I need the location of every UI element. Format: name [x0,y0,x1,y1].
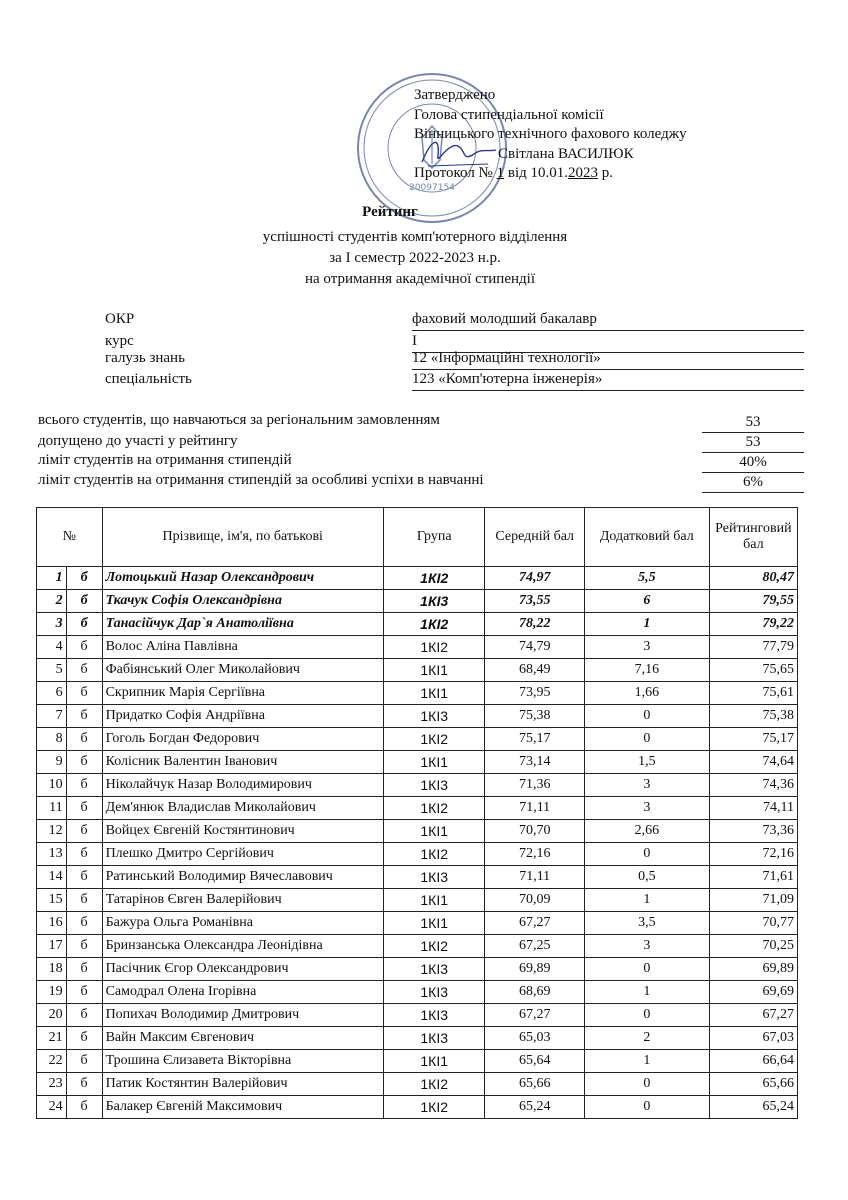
table-row [37,1050,798,1073]
row-extra: 0 [584,1004,709,1027]
header-avg: Середній бал [485,508,584,567]
row-name: Войцех Євгеній Костянтинович [102,820,383,843]
meta-value-okr: фаховий молодший бакалавр [412,311,804,331]
row-rating: 69,69 [709,981,797,1004]
row-number: 14 [37,866,67,889]
row-rating: 66,64 [709,1050,797,1073]
row-avg: 73,14 [485,751,584,774]
row-extra: 3 [584,636,709,659]
row-name: Ткачук Софія Олександрівна [102,590,383,613]
meta-label-course: курс [105,333,134,349]
row-name: Колісник Валентин Іванович [102,751,383,774]
row-form: б [66,1027,102,1050]
row-number: 16 [37,912,67,935]
row-extra: 0 [584,958,709,981]
row-group: 1КІ2 [383,567,485,590]
row-form: б [66,774,102,797]
table-row [37,958,798,981]
table-row [37,889,798,912]
row-avg: 65,64 [485,1050,584,1073]
approval-signer: Світлана ВАСИЛЮК [498,145,634,162]
row-avg: 68,69 [485,981,584,1004]
row-form: б [66,567,102,590]
row-name: Лотоцький Назар Олександрович [102,567,383,590]
row-group: 1КІ3 [383,866,485,889]
row-rating: 69,89 [709,958,797,981]
row-name: Волос Аліна Павлівна [102,636,383,659]
row-name: Пасічник Єгор Олександрович [102,958,383,981]
row-name: Плешко Дмитро Сергійович [102,843,383,866]
row-extra: 1 [584,1050,709,1073]
row-extra: 2 [584,1027,709,1050]
row-group: 1КІ3 [383,1027,485,1050]
row-form: б [66,889,102,912]
row-rating: 79,55 [709,590,797,613]
row-group: 1КІ2 [383,613,485,636]
header-group: Група [383,508,485,567]
row-form: б [66,613,102,636]
row-name: Балакер Євгеній Максимович [102,1096,383,1119]
table-row [37,590,798,613]
table-header-row [37,508,798,567]
row-avg: 78,22 [485,613,584,636]
row-avg: 71,36 [485,774,584,797]
stat-value-total: 53 [702,414,804,433]
row-avg: 65,66 [485,1073,584,1096]
row-rating: 67,03 [709,1027,797,1050]
row-form: б [66,728,102,751]
row-extra: 2,66 [584,820,709,843]
row-avg: 68,49 [485,659,584,682]
row-group: 1КІ1 [383,1050,485,1073]
row-group: 1КІ2 [383,843,485,866]
row-extra: 3 [584,774,709,797]
row-form: б [66,981,102,1004]
header-rating: Рейтинговий бал [709,508,797,567]
row-avg: 70,09 [485,889,584,912]
rating-table [36,507,798,1119]
row-rating: 80,47 [709,567,797,590]
stat-value-limit: 40% [702,454,804,473]
row-form: б [66,636,102,659]
table-row [37,981,798,1004]
row-extra: 0 [584,843,709,866]
row-avg: 69,89 [485,958,584,981]
row-group: 1КІ1 [383,751,485,774]
document-title: Рейтинг [362,204,418,220]
row-form: б [66,682,102,705]
row-number: 10 [37,774,67,797]
table-row [37,705,798,728]
table-row [37,774,798,797]
row-group: 1КІ2 [383,1073,485,1096]
row-rating: 79,22 [709,613,797,636]
row-extra: 1 [584,981,709,1004]
row-rating: 77,79 [709,636,797,659]
table-row [37,1073,798,1096]
row-rating: 75,38 [709,705,797,728]
stat-value-admitted: 53 [702,434,804,453]
meta-label-okr: ОКР [105,311,135,327]
row-number: 7 [37,705,67,728]
row-number: 11 [37,797,67,820]
approval-position: Голова стипендіальної комісії [414,106,604,123]
title-subject: успішності студентів комп'ютерного відділення [262,229,568,245]
row-avg: 74,97 [485,567,584,590]
row-group: 1КІ2 [383,797,485,820]
header-name: Прізвище, ім'я, по батькові [102,508,383,567]
table-row [37,659,798,682]
row-name: Дем'янюк Владислав Миколайович [102,797,383,820]
row-avg: 67,27 [485,912,584,935]
stat-label-total: всього студентів, що навчаються за регіональним замовленням [38,412,440,428]
meta-value-course: І [412,333,804,353]
title-semester: за І семестр 2022-2023 н.р. [329,250,501,266]
row-avg: 70,70 [485,820,584,843]
row-rating: 71,09 [709,889,797,912]
row-number: 21 [37,1027,67,1050]
row-rating: 75,61 [709,682,797,705]
row-rating: 65,24 [709,1096,797,1119]
row-number: 3 [37,613,67,636]
stat-value-limit-special: 6% [702,474,804,493]
row-number: 22 [37,1050,67,1073]
row-form: б [66,705,102,728]
row-name: Татарінов Євген Валерійович [102,889,383,912]
row-rating: 74,11 [709,797,797,820]
row-rating: 72,16 [709,843,797,866]
table-row [37,751,798,774]
row-name: Гоголь Богдан Федорович [102,728,383,751]
row-form: б [66,935,102,958]
stat-label-limit-special: ліміт студентів на отримання стипендій за особливі успіхи в навчанні [38,472,484,488]
approval-institution: Вінницького технічного фахового коледжу [414,126,687,142]
row-number: 17 [37,935,67,958]
row-group: 1КІ3 [383,705,485,728]
row-group: 1КІ3 [383,774,485,797]
row-name: Вайн Максим Євгенович [102,1027,383,1050]
row-number: 1 [37,567,67,590]
row-number: 9 [37,751,67,774]
row-form: б [66,1004,102,1027]
row-form: б [66,1050,102,1073]
row-rating: 74,64 [709,751,797,774]
row-avg: 65,24 [485,1096,584,1119]
row-extra: 1 [584,889,709,912]
row-rating: 75,17 [709,728,797,751]
row-number: 5 [37,659,67,682]
approval-title: Затверджено [414,87,496,103]
row-form: б [66,958,102,981]
row-extra: 3 [584,797,709,820]
row-form: б [66,797,102,820]
meta-value-field: 12 «Інформаційні технології» [412,350,804,370]
table-row [37,912,798,935]
row-rating: 67,27 [709,1004,797,1027]
row-group: 1КІ1 [383,659,485,682]
table-row [37,843,798,866]
row-rating: 71,61 [709,866,797,889]
row-rating: 70,77 [709,912,797,935]
row-name: Придатко Софія Андріївна [102,705,383,728]
table-row [37,728,798,751]
row-group: 1КІ2 [383,728,485,751]
row-avg: 72,16 [485,843,584,866]
row-extra: 6 [584,590,709,613]
row-avg: 71,11 [485,866,584,889]
table-row [37,567,798,590]
row-name: Самодрал Олена Ігорівна [102,981,383,1004]
table-row [37,866,798,889]
row-extra: 0 [584,705,709,728]
row-name: Попихач Володимир Дмитрович [102,1004,383,1027]
row-form: б [66,1073,102,1096]
row-name: Бринзанська Олександра Леонідівна [102,935,383,958]
row-form: б [66,843,102,866]
row-rating: 65,66 [709,1073,797,1096]
table-row [37,797,798,820]
signature [418,132,498,172]
row-name: Танасійчук Дар`я Анатоліївна [102,613,383,636]
row-form: б [66,590,102,613]
row-extra: 1,66 [584,682,709,705]
table-row [37,1004,798,1027]
row-avg: 73,95 [485,682,584,705]
row-form: б [66,866,102,889]
row-extra: 0 [584,1096,709,1119]
row-name: Фабіянський Олег Миколайович [102,659,383,682]
row-group: 1КІ1 [383,912,485,935]
row-extra: 0,5 [584,866,709,889]
row-group: 1КІ1 [383,682,485,705]
row-name: Бажура Ольга Романівна [102,912,383,935]
row-number: 13 [37,843,67,866]
row-group: 1КІ2 [383,935,485,958]
row-extra: 0 [584,1073,709,1096]
row-group: 1КІ3 [383,590,485,613]
table-row [37,1027,798,1050]
row-form: б [66,912,102,935]
row-number: 20 [37,1004,67,1027]
row-number: 15 [37,889,67,912]
approval-protocol: Протокол № 1 від 10.01.2023 р. [414,165,614,181]
row-group: 1КІ3 [383,958,485,981]
row-form: б [66,751,102,774]
row-avg: 75,38 [485,705,584,728]
row-number: 6 [37,682,67,705]
table-row [37,636,798,659]
row-avg: 65,03 [485,1027,584,1050]
row-avg: 75,17 [485,728,584,751]
header-extra: Додатковий бал [584,508,709,567]
row-name: Скрипник Марія Сергіївна [102,682,383,705]
row-form: б [66,1096,102,1119]
row-extra: 3 [584,935,709,958]
row-number: 2 [37,590,67,613]
row-rating: 70,25 [709,935,797,958]
stat-label-limit: ліміт студентів на отримання стипендій [38,452,292,468]
title-purpose: на отримання академічної стипендії [305,271,535,287]
row-extra: 7,16 [584,659,709,682]
row-name: Патик Костянтин Валерійович [102,1073,383,1096]
meta-label-field: галузь знань [105,350,185,366]
row-name: Ратинський Володимир Вячеславович [102,866,383,889]
stat-label-admitted: допущено до участі у рейтингу [38,433,238,449]
row-form: б [66,820,102,843]
svg-text:20097154: 20097154 [409,183,455,193]
row-group: 1КІ2 [383,636,485,659]
row-group: 1КІ3 [383,981,485,1004]
row-name: Ніколайчук Назар Володимирович [102,774,383,797]
row-group: 1КІ3 [383,1004,485,1027]
row-group: 1КІ1 [383,889,485,912]
table-row [37,1096,798,1119]
row-rating: 73,36 [709,820,797,843]
row-rating: 74,36 [709,774,797,797]
row-rating: 75,65 [709,659,797,682]
row-extra: 5,5 [584,567,709,590]
table-row [37,613,798,636]
row-avg: 67,25 [485,935,584,958]
table-row [37,820,798,843]
meta-label-specialty: спеціальність [105,371,192,387]
row-number: 19 [37,981,67,1004]
table-row [37,935,798,958]
row-extra: 3,5 [584,912,709,935]
row-name: Трошина Єлизавета Вікторівна [102,1050,383,1073]
row-extra: 1 [584,613,709,636]
row-number: 12 [37,820,67,843]
row-avg: 73,55 [485,590,584,613]
row-avg: 71,11 [485,797,584,820]
row-number: 18 [37,958,67,981]
meta-value-specialty: 123 «Комп'ютерна інженерія» [412,371,804,391]
table-row [37,682,798,705]
row-avg: 67,27 [485,1004,584,1027]
row-number: 8 [37,728,67,751]
row-extra: 0 [584,728,709,751]
row-number: 24 [37,1096,67,1119]
header-num: № [37,508,103,567]
row-group: 1КІ1 [383,820,485,843]
row-number: 23 [37,1073,67,1096]
row-form: б [66,659,102,682]
row-avg: 74,79 [485,636,584,659]
row-extra: 1,5 [584,751,709,774]
row-number: 4 [37,636,67,659]
row-group: 1КІ2 [383,1096,485,1119]
